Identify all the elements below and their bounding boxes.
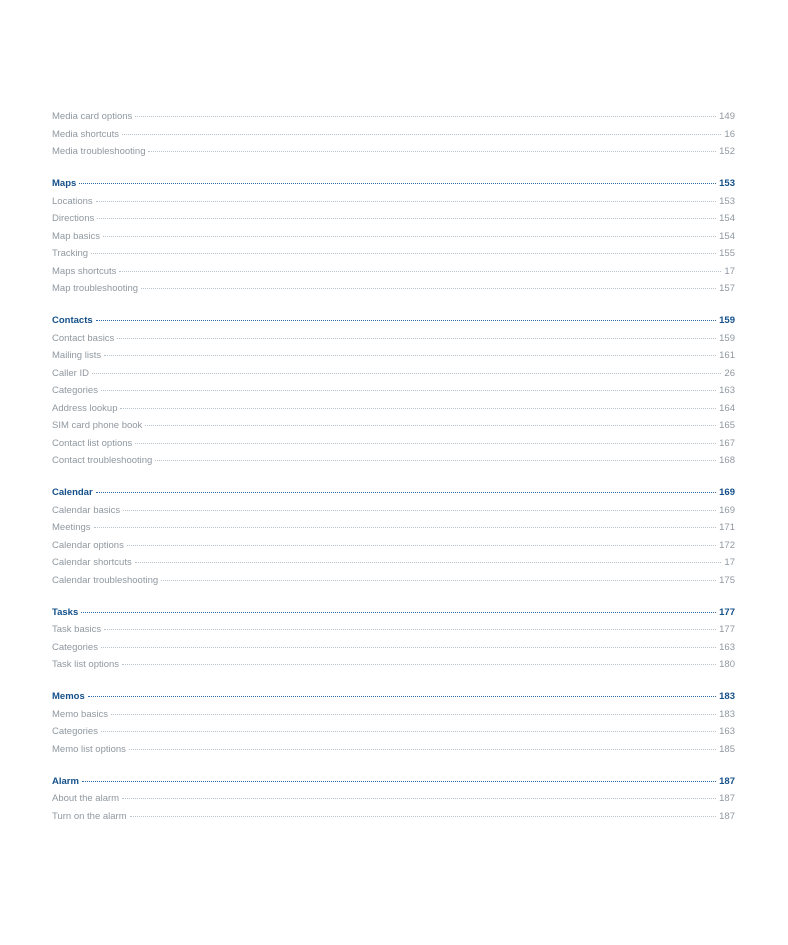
toc-entry-title: Calendar basics bbox=[52, 504, 121, 516]
toc-page-number: 165 bbox=[719, 420, 735, 431]
toc-entry[interactable] bbox=[52, 554, 735, 572]
toc-page-number: 152 bbox=[719, 146, 735, 157]
toc-page-number: 168 bbox=[719, 455, 735, 466]
toc-entry-title: Media shortcuts bbox=[52, 128, 120, 140]
toc-entry-title: Media card options bbox=[52, 111, 133, 122]
dot-leader bbox=[97, 218, 716, 219]
toc-page-number: 155 bbox=[719, 248, 735, 259]
toc-entry[interactable] bbox=[52, 263, 735, 281]
toc-entry[interactable] bbox=[52, 656, 735, 674]
dot-leader bbox=[148, 151, 716, 152]
dot-leader bbox=[129, 749, 716, 750]
toc-entry-title: Calendar bbox=[52, 487, 93, 498]
dot-leader bbox=[161, 580, 716, 581]
toc-page-number: 17 bbox=[724, 557, 735, 568]
toc-entry[interactable] bbox=[52, 330, 735, 348]
toc-page-number: 26 bbox=[724, 367, 735, 379]
toc-page-number: 167 bbox=[719, 437, 735, 449]
toc-section bbox=[52, 175, 735, 298]
dot-leader bbox=[117, 338, 716, 339]
toc-entry-title: Meetings bbox=[52, 522, 91, 533]
toc-entry-title: Maps shortcuts bbox=[52, 265, 117, 277]
toc-entry-title: Contact list options bbox=[52, 437, 133, 449]
toc-entry-title: Memo list options bbox=[52, 743, 126, 755]
toc-page-number: 177 bbox=[719, 606, 735, 618]
toc-entry-title: Calendar shortcuts bbox=[52, 557, 132, 568]
dot-leader bbox=[141, 288, 716, 289]
toc-entry-title: Categories bbox=[52, 726, 98, 737]
toc-page-number: 149 bbox=[719, 111, 735, 122]
toc-entry[interactable] bbox=[52, 365, 735, 383]
toc-entry-title: Address lookup bbox=[52, 402, 118, 414]
toc-entry-title: Map troubleshooting bbox=[52, 283, 139, 294]
toc-entry[interactable] bbox=[52, 193, 735, 211]
dot-leader bbox=[104, 355, 716, 356]
toc-entry[interactable] bbox=[52, 382, 735, 400]
toc-page-number: 183 bbox=[719, 691, 735, 702]
toc-section bbox=[52, 773, 735, 826]
toc-entry-title: Calendar options bbox=[52, 539, 124, 551]
toc-entry-title: Memos bbox=[52, 691, 85, 702]
toc-entry[interactable] bbox=[52, 108, 735, 126]
toc-page-number: 172 bbox=[719, 539, 735, 551]
toc-entry-title: Alarm bbox=[52, 775, 79, 787]
toc-page-number: 159 bbox=[719, 315, 735, 326]
dot-leader bbox=[155, 460, 716, 461]
toc-page-number: 153 bbox=[719, 195, 735, 207]
toc-section bbox=[52, 604, 735, 674]
toc-page-number: 161 bbox=[719, 350, 735, 361]
dot-leader bbox=[122, 798, 716, 799]
dot-leader bbox=[123, 510, 716, 511]
toc-entry-title: Directions bbox=[52, 213, 95, 224]
toc-entry[interactable] bbox=[52, 621, 735, 639]
toc-entry[interactable] bbox=[52, 537, 735, 555]
toc-page-number: 164 bbox=[719, 402, 735, 414]
toc-entry[interactable] bbox=[52, 723, 735, 741]
toc-page-number: 177 bbox=[719, 624, 735, 635]
toc-entry-title: Categories bbox=[52, 641, 98, 653]
toc-page-number: 180 bbox=[719, 659, 735, 670]
toc-page-number: 171 bbox=[719, 522, 735, 533]
dot-leader bbox=[81, 612, 716, 613]
toc-entry[interactable] bbox=[52, 210, 735, 228]
dot-leader bbox=[88, 696, 716, 697]
toc-entry-title: About the alarm bbox=[52, 793, 120, 804]
toc-page-number: 169 bbox=[719, 487, 735, 498]
toc-entry-title: Turn on the alarm bbox=[52, 810, 127, 822]
toc-entry[interactable] bbox=[52, 741, 735, 759]
dot-leader bbox=[96, 320, 716, 321]
toc-entry-title: Tasks bbox=[52, 606, 79, 618]
toc-entry-title: Categories bbox=[52, 385, 98, 396]
dot-leader bbox=[119, 271, 721, 272]
toc-entry-title: Tracking bbox=[52, 248, 89, 259]
toc-section-heading[interactable] bbox=[52, 773, 735, 791]
toc-entry[interactable] bbox=[52, 519, 735, 537]
toc-entry[interactable] bbox=[52, 639, 735, 657]
toc-entry[interactable] bbox=[52, 280, 735, 298]
toc-entry-title: Media troubleshooting bbox=[52, 146, 146, 157]
dot-leader bbox=[111, 714, 716, 715]
toc-entry-title: Caller ID bbox=[52, 367, 89, 379]
toc-entry-title: SIM card phone book bbox=[52, 420, 143, 431]
table-of-contents bbox=[52, 108, 735, 840]
toc-page-number: 163 bbox=[719, 726, 735, 737]
dot-leader bbox=[82, 781, 716, 782]
dot-leader bbox=[96, 492, 716, 493]
dot-leader bbox=[120, 408, 716, 409]
dot-leader bbox=[96, 201, 716, 202]
toc-entry[interactable] bbox=[52, 572, 735, 590]
dot-leader bbox=[104, 629, 716, 630]
toc-entry[interactable] bbox=[52, 400, 735, 418]
dot-leader bbox=[122, 664, 716, 665]
toc-entry[interactable] bbox=[52, 435, 735, 453]
toc-page-number: 175 bbox=[719, 574, 735, 586]
toc-page-number: 183 bbox=[719, 708, 735, 720]
toc-entry[interactable] bbox=[52, 502, 735, 520]
toc-entry[interactable] bbox=[52, 347, 735, 365]
toc-section-heading[interactable] bbox=[52, 688, 735, 706]
toc-section bbox=[52, 312, 735, 470]
dot-leader bbox=[130, 816, 717, 817]
toc-entry[interactable] bbox=[52, 228, 735, 246]
dot-leader bbox=[91, 253, 716, 254]
toc-entry-title: Locations bbox=[52, 195, 93, 207]
toc-entry[interactable] bbox=[52, 452, 735, 470]
toc-entry-title: Contacts bbox=[52, 315, 93, 326]
toc-entry[interactable] bbox=[52, 143, 735, 161]
toc-entry-title: Task basics bbox=[52, 624, 102, 635]
toc-entry[interactable] bbox=[52, 126, 735, 144]
toc-entry-title: Maps bbox=[52, 178, 77, 189]
toc-entry-title: Contact troubleshooting bbox=[52, 455, 153, 466]
toc-page-number: 16 bbox=[724, 128, 735, 140]
toc-page-number: 187 bbox=[719, 775, 735, 787]
toc-page-number: 169 bbox=[719, 504, 735, 516]
toc-entry[interactable] bbox=[52, 245, 735, 263]
toc-section-heading[interactable] bbox=[52, 312, 735, 330]
dot-leader bbox=[135, 443, 716, 444]
toc-page-number: 187 bbox=[719, 793, 735, 804]
toc-page-number: 154 bbox=[719, 213, 735, 224]
toc-entry[interactable] bbox=[52, 417, 735, 435]
toc-page-number: 157 bbox=[719, 283, 735, 294]
dot-leader bbox=[103, 236, 716, 237]
toc-page-number: 159 bbox=[719, 332, 735, 344]
dot-leader bbox=[94, 527, 717, 528]
dot-leader bbox=[101, 731, 716, 732]
dot-leader bbox=[135, 116, 716, 117]
dot-leader bbox=[101, 647, 716, 648]
toc-page-number: 154 bbox=[719, 230, 735, 242]
toc-page-number: 163 bbox=[719, 385, 735, 396]
dot-leader bbox=[92, 373, 721, 374]
toc-page-number: 153 bbox=[719, 178, 735, 189]
toc-page-number: 17 bbox=[724, 265, 735, 277]
toc-entry[interactable] bbox=[52, 790, 735, 808]
dot-leader bbox=[79, 183, 716, 184]
dot-leader bbox=[145, 425, 716, 426]
toc-section bbox=[52, 108, 735, 161]
toc-entry-title: Memo basics bbox=[52, 708, 108, 720]
toc-page-number: 187 bbox=[719, 810, 735, 822]
toc-page-number: 163 bbox=[719, 641, 735, 653]
toc-section-heading[interactable] bbox=[52, 175, 735, 193]
dot-leader bbox=[101, 390, 716, 391]
dot-leader bbox=[122, 134, 721, 135]
toc-entry[interactable] bbox=[52, 808, 735, 826]
toc-section-heading[interactable] bbox=[52, 484, 735, 502]
toc-section-heading[interactable] bbox=[52, 604, 735, 622]
dot-leader bbox=[127, 545, 716, 546]
toc-entry-title: Mailing lists bbox=[52, 350, 102, 361]
toc-entry-title: Calendar troubleshooting bbox=[52, 574, 159, 586]
toc-entry-title: Task list options bbox=[52, 659, 120, 670]
toc-entry-title: Contact basics bbox=[52, 332, 115, 344]
toc-entry[interactable] bbox=[52, 706, 735, 724]
toc-section bbox=[52, 484, 735, 589]
toc-section bbox=[52, 688, 735, 758]
dot-leader bbox=[135, 562, 722, 563]
toc-entry-title: Map basics bbox=[52, 230, 101, 242]
toc-page-number: 185 bbox=[719, 743, 735, 755]
